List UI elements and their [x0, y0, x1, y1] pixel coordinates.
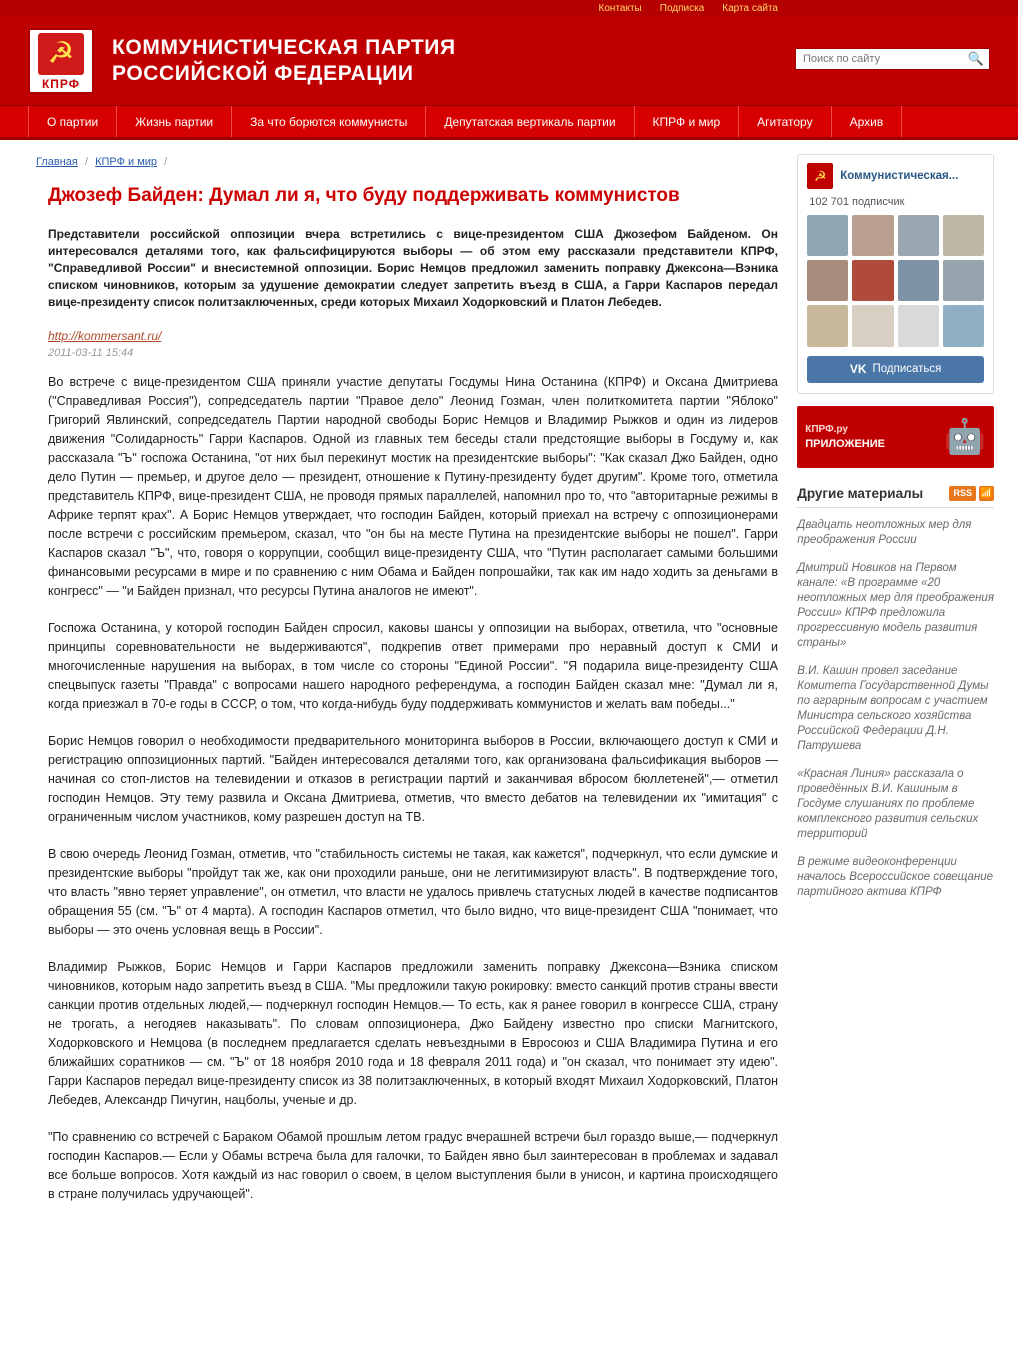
top-link-1[interactable]: Подписка: [659, 2, 705, 14]
nav-item-archive[interactable]: Архив: [832, 106, 903, 137]
rss-label[interactable]: RSS: [949, 486, 976, 501]
vk-widget-header: [807, 163, 984, 189]
vk-photo-tile[interactable]: [852, 305, 893, 346]
top-link-0[interactable]: Контакты: [598, 2, 642, 14]
nav-item-kprf-world[interactable]: КПРФ и мир: [635, 106, 740, 137]
logo-text: КПРФ: [41, 76, 81, 91]
article-paragraph: Владимир Рыжков, Борис Немцов и Гарри Каспаров предложили заменить поправку Джексона—Вэника списком чиновников, которым надо запретить въезд в США. "Мы предложили такую рокировку: вместо санкций против страны ввести санкции против отдельных людей,— подчеркнул господин Немцов.— То есть, как я ранее говорил в конгрессе США, страну не трогать, а негодяев наказывать". По словам оппозиционера, Джо Байдену известно про списки Магнитского, Ходорковского и Немцова (в последнем предлагается сделать невъездными в Евросоюз и США Владимира Путина и его ближайших соратников — см. "Ъ" от 18 ноября 2010 года и 18 февраля 2011 года) и "он сказал, что понимает эту идею". Гарри Каспаров передал вице-президенту список из 38 политзаключенных, в который входят Михаил Ходорковский, Платон Лебедев, Александр Пичугин, нацболы, ученые и др.: [48, 960, 778, 1107]
article-body: [24, 373, 779, 1204]
site-title-line2: РОССИЙСКОЙ ФЕДЕРАЦИИ: [112, 61, 414, 85]
hammer-and-sickle-icon: ☭: [38, 33, 84, 75]
nav-item-goals[interactable]: За что борются коммунисты: [232, 106, 426, 137]
vk-photo-tile[interactable]: [852, 260, 893, 301]
vk-photo-tile[interactable]: [807, 305, 848, 346]
site-title: [112, 35, 456, 87]
vk-photo-tile[interactable]: [943, 215, 984, 256]
nav-item-agitator[interactable]: Агитатору: [739, 106, 831, 137]
breadcrumb-sep-2: /: [164, 156, 168, 168]
content-area: [0, 140, 1018, 1222]
vk-photo-tile[interactable]: [807, 215, 848, 256]
vk-photo-tile[interactable]: [898, 260, 939, 301]
list-item[interactable]: «Красная Линия» рассказала о проведённых В.И. Кашиным в Госдуме слушаниях по проблеме комплексного развития сельских территорий: [797, 767, 979, 840]
app-banner-line2: ПРИЛОЖЕНИЕ: [805, 437, 885, 450]
app-banner[interactable]: [797, 406, 994, 468]
nav-item-about[interactable]: О партии: [28, 106, 117, 137]
article-paragraph: "По сравнению со встречей с Бараком Обамой прошлым летом градус вчерашней встречи был гораздо выше,— подчеркнул господин Каспаров.— Если у Обамы встреча была для галочки, то Байден явно был заинтересован в проблемах и задавал все больше вопросов. Хотя каждый из нас говорил о своем, в целом выступления были в унисон, и картина происходящего в стране получилась удручающей".: [48, 1130, 778, 1201]
vk-photo-tile[interactable]: [807, 260, 848, 301]
site-title-line1: КОММУНИСТИЧЕСКАЯ ПАРТИЯ: [112, 35, 456, 59]
vk-subscribe-button[interactable]: [807, 356, 984, 383]
list-item[interactable]: В.И. Кашин провел заседание Комитета Государственной Думы по аграрным вопросам с участием Министра сельского хозяйства Российской Федерации Д.Н. Патрушева: [797, 664, 989, 752]
top-utility-bar: [0, 0, 1018, 16]
search-box[interactable]: [795, 48, 990, 70]
vk-photo-tile[interactable]: [898, 215, 939, 256]
vk-photo-tile[interactable]: [852, 215, 893, 256]
vk-photo-grid: [807, 215, 984, 347]
breadcrumb-home[interactable]: Главная: [36, 156, 78, 168]
rss-group[interactable]: [949, 486, 994, 501]
top-link-2[interactable]: Карта сайта: [722, 2, 778, 14]
other-materials-block: [797, 486, 994, 900]
other-materials-header: [797, 486, 994, 508]
search-icon[interactable]: 🔍: [967, 51, 985, 66]
article-source: [48, 327, 779, 359]
breadcrumb-sep-1: /: [84, 156, 88, 168]
nav-item-deputies[interactable]: Депутатская вертикаль партии: [426, 106, 634, 137]
list-item[interactable]: В режиме видеоконференции началось Всероссийское совещание партийного актива КПРФ: [797, 855, 994, 898]
other-materials-list: [797, 518, 994, 900]
list-item[interactable]: Двадцать неотложных мер для преображения России: [797, 518, 972, 546]
article-date: 2011-03-11 15:44: [48, 347, 134, 359]
hammer-and-sickle-icon: ☭: [807, 163, 833, 189]
source-link[interactable]: http://kommersant.ru/: [48, 329, 162, 343]
app-banner-line1: КПРФ.ру: [805, 423, 848, 435]
photo-placeholder-icon[interactable]: [898, 305, 939, 346]
article-paragraph: Госпожа Останина, у которой господин Байден спросил, каковы шансы у оппозиции на выборах, ответила, что "основные принципы соревновательности не выдерживаются", подкрепив ответ примерами про неравный доступ к СМИ и многочисленные нарушения на выборах, в том числе со стороны "Единой России". "Я подарила вице-президенту США спецвыпуск газеты "Правда" с вопросами нашего народного референдума, а господин Байден сказал мне: "Думал ли я, когда приезжал в 70-е годы в СССР, о том, что когда-нибудь буду поддерживать коммунистов и желать вам победы...": [48, 621, 778, 711]
vk-widget: [797, 154, 994, 394]
sidebar: [797, 140, 994, 1222]
page-title: Джозеф Байден: Думал ли я, что буду поддерживать коммунистов: [48, 185, 680, 206]
vk-subscribe-label: Подписаться: [872, 363, 942, 376]
vk-group-name[interactable]: Коммунистическая...: [840, 170, 959, 182]
article-paragraph: Во встрече с вице-президентом США приняли участие депутаты Госдумы Нина Останина (КПРФ) и Оксана Дмитриева ("Справедливая Россия"), сопредседатель партии "Правое дело" Леонид Гозман, член политкомитета партии "Яблоко" Григорий Явлинский, сопредседатель Партии народной свободы Борис Немцов и Владимир Рыжков и один из лидеров движения "Солидарность" Гарри Каспаров. Одной из главных тем беседы стали предстоящие выборы в Госдуму и, как рассказала "Ъ" госпожа Останина, "от них был перекинут мостик на президентские выборы": "Как сказал Джо Байден, одно дело Путин — премьер, и другое дело — президент, отношение к Путину-президенту будет другим". Кроме того, отметила представитель КПРФ, вице-президент США, не проводя прямых параллелей, напомнил про то, что "авторитарные режимы в Африке терпят крах". А Борис Немцов утверждает, что господин Байден, который приехал на встречу с оппозиционерами после встречи с российским премьером, сказал, что "он бы на месте Путина на президентские выборы не пошел". Гарри Каспаров сказал "Ъ", что, говоря о коррупции, сообщил вице-президенту США, что "Путин располагает самыми большими финансовыми ресурсами в мире и по сравнению с ним Обама и Байден попрошайки, так как им надо ходить за деньгами в конгресс" — "и Байден признал, что ресурсы Путина аналогов не имеют".: [48, 375, 778, 598]
other-materials-title: Другие материалы: [797, 485, 924, 501]
main-navigation: [0, 106, 1018, 140]
app-banner-text: [805, 423, 885, 451]
search-input[interactable]: [796, 49, 963, 69]
nav-item-party-life[interactable]: Жизнь партии: [117, 106, 232, 137]
article-lead: Представители российской оппозиции вчера встретились с вице-президентом США Джозефом Байденом. Он интересовался деталями того, как фальсифицируются выборы — об этом ему рассказали представители КПРФ, "Справедливой России" и внесистемной оппозиции. Борис Немцов предложил заменить поправку Джексона—Вэника списком чиновников, которым за удушение демократии следует запретить въезд в США, а Гарри Каспаров передал вице-президенту список политзаключенных, среди которых Михаил Ходорковский и Платон Лебедев.: [48, 227, 778, 309]
vk-subscriber-count: 102 701 подписчик: [809, 196, 905, 208]
android-icon: 🤖: [943, 417, 987, 456]
breadcrumb-section[interactable]: КПРФ и мир: [95, 156, 158, 168]
vk-photo-tile[interactable]: [943, 260, 984, 301]
rss-icon[interactable]: 📶: [980, 487, 993, 499]
breadcrumb: [24, 150, 779, 178]
main-column: [24, 140, 779, 1222]
vk-icon: VK: [849, 362, 867, 377]
list-item[interactable]: Дмитрий Новиков на Первом канале: «В программе «20 неотложных мер для преображения России» КПРФ предложила прогрессивную модель развития страны»: [797, 561, 994, 649]
vk-photo-tile[interactable]: [943, 305, 984, 346]
article-paragraph: Борис Немцов говорил о необходимости предварительного мониторинга выборов в России, включающего доступ к СМИ и регистрацию оппозиционных партий. "Байден интересовался деталями того, как организована фальсификация выборов — начиная со стоп-листов на телевидении и отказов в регистрации партий и заканчивая вбросом бюллетеней",— отметил господин Немцов. Эту тему развила и Оксана Дмитриева, отметив, что вместо дебатов на телевидении их "имитация" с ограниченным числом участников, кому разрешен доступ на ТВ.: [48, 734, 778, 824]
site-logo[interactable]: [28, 28, 94, 94]
site-header: [0, 16, 1018, 106]
article-paragraph: В свою очередь Леонид Гозман, отметив, что "стабильность системы не такая, как кажется", подчеркнул, что если думские и президентские выборы "пройдут так же, как они проходили раньше, они не легитимизируют власть". В подтверждение того, что власть "явно теряет управление", он отметил, что власти не удалось привлечь статусных людей в качестве подписантов обращения 55 (см. "Ъ" от 4 марта). А господин Каспаров отметил, что было видно, что вице-президент США "понимает, что выборы — это очень условная вещь в России".: [48, 847, 778, 937]
